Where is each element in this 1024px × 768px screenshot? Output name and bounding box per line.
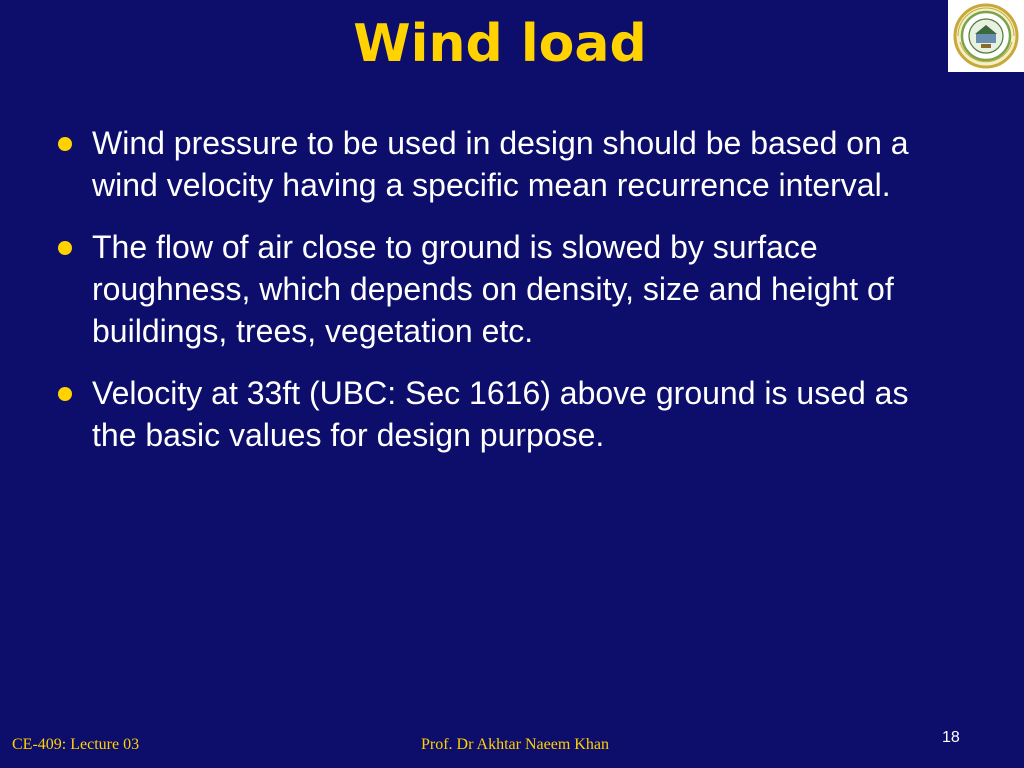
bullet-text: Wind pressure to be used in design should be based on a wind velocity having a specific mean recurrence interval. [92,125,909,203]
bullet-item [58,122,958,206]
bullet-dot-icon [58,241,72,255]
university-seal-logo [948,0,1024,72]
bullet-text: Velocity at 33ft (UBC: Sec 1616) above ground is used as the basic values for design purpose. [92,375,909,453]
bullet-dot-icon [58,137,72,151]
bullet-item [58,372,958,456]
footer-author: Prof. Dr Akhtar Naeem Khan [421,736,609,753]
bullet-list [58,122,958,476]
slide-number: 18 [942,729,960,746]
slide-title: Wind load [353,14,647,74]
bullet-item [58,226,958,352]
bullet-text: The flow of air close to ground is slowed by surface roughness, which depends on density, size and height of buildings, trees, vegetation etc. [92,229,894,349]
bullet-dot-icon [58,387,72,401]
footer-course: CE-409: Lecture 03 [12,736,140,753]
